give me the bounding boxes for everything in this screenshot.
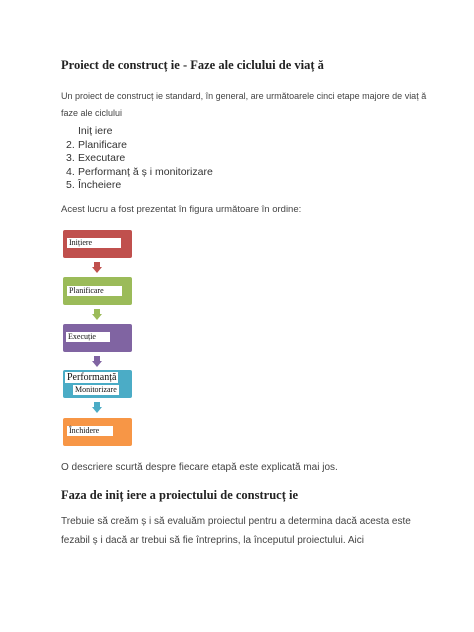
flow-box-initiation: [63, 230, 132, 258]
flow-box-execution: [63, 324, 132, 352]
flow-box-label: Performanță: [67, 372, 117, 383]
page-title: Proiect de construcț ie - Faze ale ciclului de viaț ă: [61, 58, 324, 72]
flow-box-label: Inițiere: [67, 238, 121, 248]
list-item: 3. Executare: [66, 152, 126, 164]
arrow-down-icon: [92, 262, 102, 273]
flow-box-label: Închidere: [67, 426, 113, 436]
flow-box-sublabel: Monitorizare: [75, 385, 117, 394]
flow-box-label: Execuție: [66, 332, 110, 342]
list-item: Iniț iere: [78, 125, 113, 137]
flow-box-performance: [63, 370, 132, 398]
phase-list: [66, 125, 213, 193]
arrow-down-icon: [92, 309, 102, 320]
section-heading: Faza de iniț iere a proiectului de construcț ie: [61, 488, 298, 502]
arrow-down-icon: [92, 402, 102, 413]
flow-box-planning: [63, 277, 132, 305]
flow-box-closing: [63, 418, 132, 446]
figure-caption: Acest lucru a fost prezentat în figura următoare în ordine:: [61, 204, 302, 215]
list-item: 2. Planificare: [66, 138, 128, 151]
list-item: 4. Performanț ă ș i monitorizare: [66, 165, 213, 178]
arrow-down-icon: [92, 356, 102, 367]
list-item: 5. Încheiere: [66, 179, 122, 191]
body-paragraph: Trebuie să creăm ș i să evaluăm proiectul pentru a determina dacă acesta este fezabil ș i dacă ar trebui să fie întreprins, la începutul proiectului. Aici: [61, 516, 411, 546]
intro-paragraph: Un proiect de construcț ie standard, în general, are următoarele cinci etape majore de viaț ă faze ale ciclului: [61, 91, 427, 118]
summary-text: O descriere scurtă despre fiecare etapă este explicată mai jos.: [61, 462, 338, 473]
flow-box-label: Planificare: [67, 286, 122, 296]
